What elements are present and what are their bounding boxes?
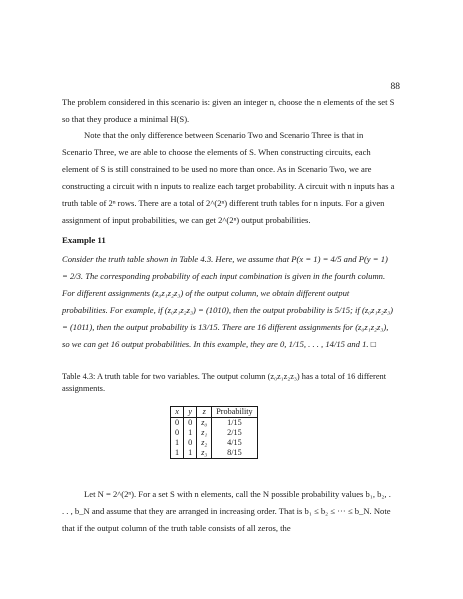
- paragraph-problem-statement: The problem considered in this scenario is: given an integer n, choose the n elements of the set S so that they produce a minimal H(S).: [62, 97, 395, 125]
- cell-x: 1: [171, 448, 184, 459]
- cell-z: z₂: [197, 438, 212, 448]
- cell-y: 1: [184, 448, 197, 459]
- table-row: [171, 448, 258, 459]
- cell-probability: 2/15: [212, 428, 257, 438]
- cell-y: 1: [184, 428, 197, 438]
- cell-probability: 1/15: [212, 418, 257, 429]
- cell-y: 0: [184, 438, 197, 448]
- truth-table: [170, 406, 258, 459]
- header-probability: Probability: [212, 407, 257, 418]
- table-caption: Table 4.3: A truth table for two variables. The output column (z₀z₁z₂z₃) has a total of 16 different assignments.: [62, 372, 387, 393]
- paragraph-let-n: Let N = 2^(2ⁿ). For a set S with n elements, call the N possible probability values b₁, b₂, . . . , b_N and assume that they are arranged in increasing order. That is b₁ ≤ b₂ ≤ ··· ≤ b_N. Note that if the output column of the truth table consists of all zeros, the: [62, 489, 391, 534]
- table-row: [171, 438, 258, 448]
- cell-probability: 8/15: [212, 448, 257, 459]
- paragraph-scenario-comparison: Note that the only difference between Scenario Two and Scenario Three is that in Scenario Three, we are able to choose the elements of S. When constructing circuits, each element of S is still constrained to be used no more than once. As in Scenario Two, we are constructing a circuit with n inputs to realize each target probability. A circuit with n inputs has a truth table of 2ⁿ rows. There are a total of 2^(2ⁿ) different truth tables for n inputs. For a given assignment of input probabilities, we can get 2^(2ⁿ) output probabilities.: [62, 130, 395, 226]
- header-y: y: [184, 407, 197, 418]
- cell-x: 1: [171, 438, 184, 448]
- cell-x: 0: [171, 418, 184, 429]
- page-number: 88: [390, 82, 400, 92]
- cell-z: z₃: [197, 448, 212, 459]
- cell-probability: 4/15: [212, 438, 257, 448]
- header-x: x: [171, 407, 184, 418]
- table-row: [171, 428, 258, 438]
- cell-x: 0: [171, 428, 184, 438]
- table-row: [171, 418, 258, 429]
- example-heading: Example 11: [62, 235, 106, 245]
- table-header-row: [171, 407, 258, 418]
- header-z: z: [197, 407, 212, 418]
- cell-y: 0: [184, 418, 197, 429]
- example-body: Consider the truth table shown in Table 4.3. Here, we assume that P(x = 1) = 4/5 and P(y = 1) = 2/3. The corresponding probability of each input combination is given in the fourth column. For different assignments (z₀z₁z₂z₃) of the output column, we obtain different output probabilities. For example, if (z₀z₁z₂z₃) = (1010), then the output probability is 5/15; if (z₀z₁z₂z₃) = (1011), then the output probability is 13/15. There are 16 different assignments for (z₀z₁z₂z₃), so we can get 16 output probabilities. In this example, they are 0, 1/15, . . . , 14/15 and 1. □: [62, 254, 394, 350]
- cell-z: z₁: [197, 428, 212, 438]
- cell-z: z₀: [197, 418, 212, 429]
